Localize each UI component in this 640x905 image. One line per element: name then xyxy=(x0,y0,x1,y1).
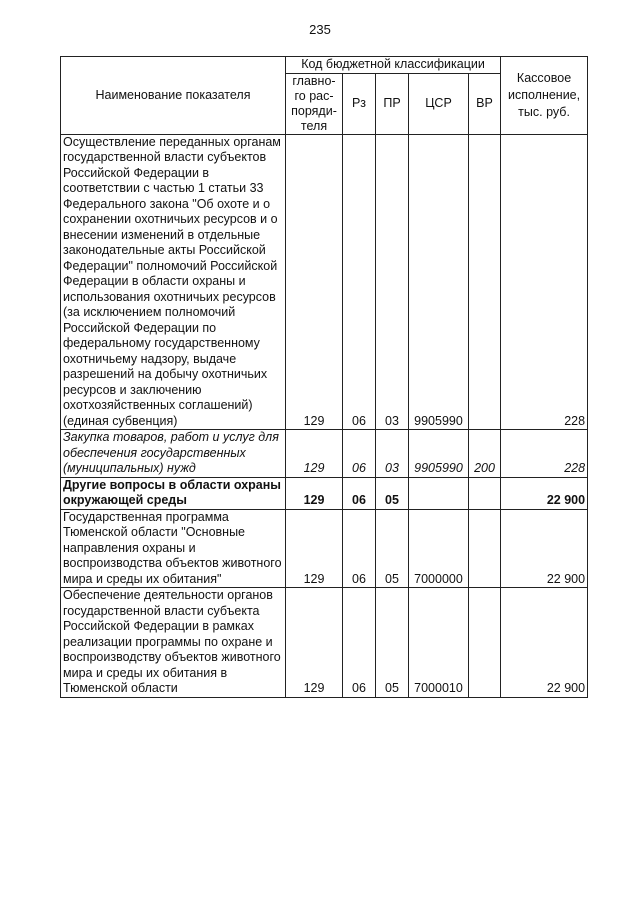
header-name: Наименование показателя xyxy=(61,57,286,135)
row-glavny: 129 xyxy=(286,430,343,478)
row-name: Осуществление переданных органам государственной власти субъектов Российской Федерации в соответствии с частью 1 статьи 33 Федерального закона "Об охоте и о сохранении охотничьих ресурсов и о внесении изменений в отдельные законодательные акты Российской Федерации" полномочий Российской Федерации в области охраны и использования охотничьих ресурсов (за исключением полномочий Российской Федерации по федеральному государственному охотничьему надзору, выдаче разрешений на добычу охотничьих ресурсов и заключению охотхозяйственных соглашений) (единая субвенция) xyxy=(61,134,286,430)
row-amount: 22 900 xyxy=(501,588,588,698)
table-row xyxy=(61,509,588,588)
row-csr: 9905990 xyxy=(409,134,469,430)
row-vr xyxy=(469,134,501,430)
row-glavny: 129 xyxy=(286,477,343,509)
row-glavny: 129 xyxy=(286,588,343,698)
row-pr: 05 xyxy=(376,588,409,698)
row-rz: 06 xyxy=(343,134,376,430)
row-vr xyxy=(469,509,501,588)
row-rz: 06 xyxy=(343,509,376,588)
row-vr xyxy=(469,477,501,509)
header-vr: ВР xyxy=(469,73,501,134)
header-classification-group: Код бюджетной классификации xyxy=(286,57,501,74)
row-csr: 9905990 xyxy=(409,430,469,478)
row-amount: 22 900 xyxy=(501,509,588,588)
header-glavny: главно-го рас-поряди-теля xyxy=(286,73,343,134)
header-rz: Рз xyxy=(343,73,376,134)
row-csr: 7000010 xyxy=(409,588,469,698)
row-amount: 228 xyxy=(501,430,588,478)
header-amount: Кассовое исполнение, тыс. руб. xyxy=(501,57,588,135)
page-number: 235 xyxy=(309,22,331,37)
table-row xyxy=(61,430,588,478)
table-row xyxy=(61,588,588,698)
table-row xyxy=(61,134,588,430)
row-amount: 22 900 xyxy=(501,477,588,509)
table-row xyxy=(61,477,588,509)
row-glavny: 129 xyxy=(286,134,343,430)
row-rz: 06 xyxy=(343,430,376,478)
row-amount: 228 xyxy=(501,134,588,430)
budget-table xyxy=(60,56,588,698)
header-pr: ПР xyxy=(376,73,409,134)
row-name: Государственная программа Тюменской области "Основные направления охраны и воспроизводства объектов животного мира и среды их обитания" xyxy=(61,509,286,588)
row-rz: 06 xyxy=(343,477,376,509)
row-pr: 05 xyxy=(376,477,409,509)
header-csr: ЦСР xyxy=(409,73,469,134)
row-name: Закупка товаров, работ и услуг для обеспечения государственных (муниципальных) нужд xyxy=(61,430,286,478)
row-glavny: 129 xyxy=(286,509,343,588)
row-pr: 03 xyxy=(376,134,409,430)
row-pr: 05 xyxy=(376,509,409,588)
row-vr: 200 xyxy=(469,430,501,478)
row-csr xyxy=(409,477,469,509)
row-csr: 7000000 xyxy=(409,509,469,588)
row-pr: 03 xyxy=(376,430,409,478)
row-rz: 06 xyxy=(343,588,376,698)
row-name: Обеспечение деятельности органов государственной власти субъекта Российской Федерации в рамках реализации программы по охране и воспроизводству объектов животного мира и среды их обитания в Тюменской области xyxy=(61,588,286,698)
row-vr xyxy=(469,588,501,698)
row-name: Другие вопросы в области охраны окружающей среды xyxy=(61,477,286,509)
